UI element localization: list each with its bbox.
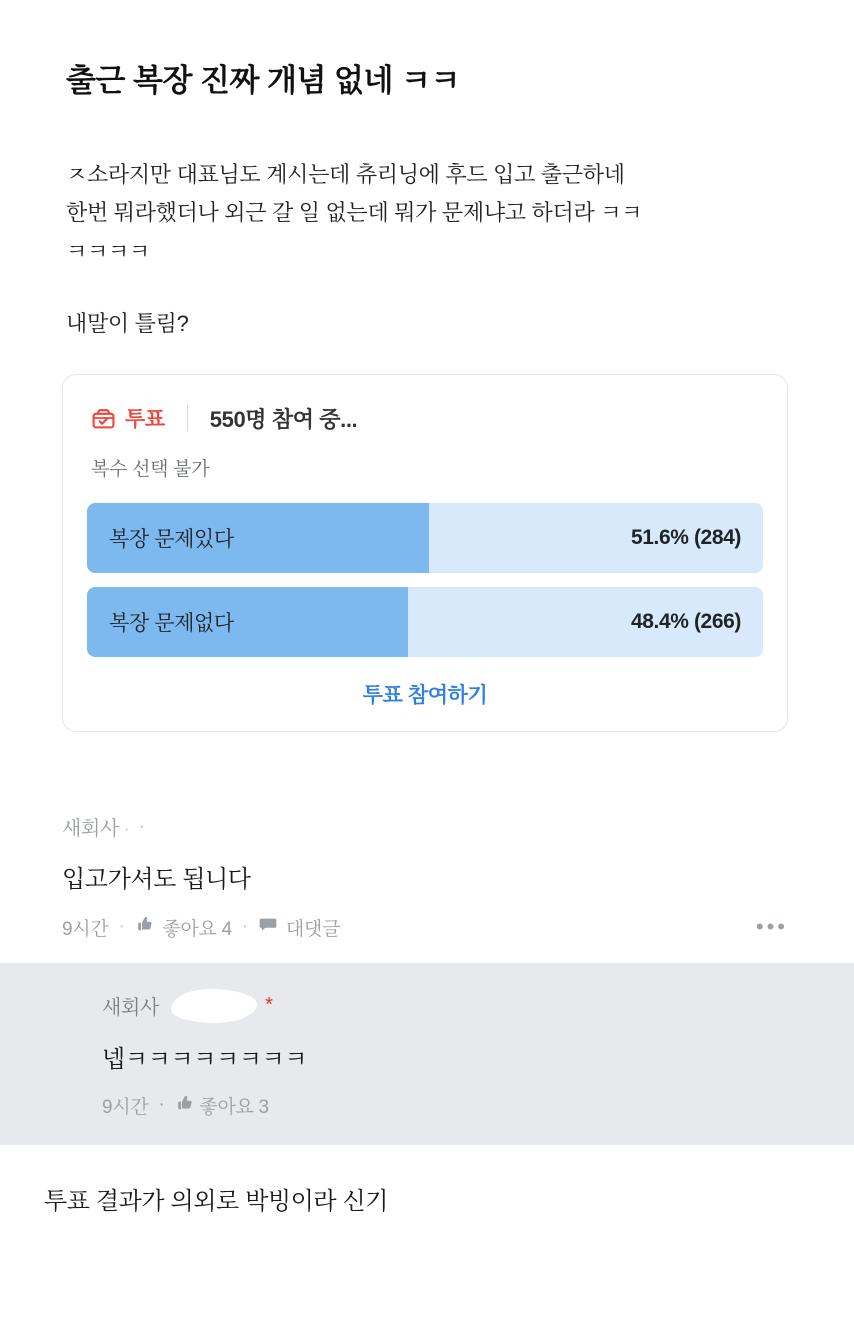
comment-text: 입고가셔도 됩니다 — [62, 865, 251, 893]
reply-author-name: 새회사 — [102, 997, 160, 1020]
post-page — [0, 21, 854, 1341]
vote-participate-button[interactable]: 투표 참여하기 — [362, 683, 488, 707]
comment-reply-label: 대댓글 — [285, 918, 341, 940]
comment-author-redacted: · ᠂ — [123, 817, 144, 840]
reply-text: 넵ㅋㅋㅋㅋㅋㅋㅋㅋ — [102, 1045, 308, 1073]
reply-author — [102, 989, 788, 1023]
reply-like-button[interactable] — [174, 1092, 268, 1119]
post-body-line-1: ㅈ소라지만 대표님도 계시는데 츄리닝에 후드 입고 출근하네 — [66, 161, 625, 187]
poll-card — [62, 374, 788, 732]
poll-option-row[interactable] — [87, 503, 763, 573]
comment-reply-item — [0, 963, 854, 1145]
post-body — [0, 122, 854, 344]
poll-header — [87, 403, 763, 434]
comment-meta — [62, 914, 788, 941]
poll-options — [87, 503, 763, 657]
reply-like-label: 좋아요 3 — [199, 1096, 269, 1118]
comment-more-button[interactable]: ••• — [755, 914, 788, 940]
thumbs-up-icon — [134, 914, 154, 940]
poll-brand — [91, 403, 165, 433]
page-title: 출근 복장 진짜 개념 없네 ㅋㅋ — [66, 62, 460, 98]
reply-author-star: * — [265, 994, 273, 1017]
comment-like-button[interactable] — [134, 914, 231, 941]
vote-box-icon — [91, 406, 116, 431]
bottom-comment-text: 투표 결과가 의외로 박빙이라 신기 — [44, 1187, 389, 1215]
thumbs-up-icon — [174, 1093, 194, 1119]
meta-separator: · — [241, 916, 248, 938]
post-body-line-4: 내말이 틀림? — [66, 311, 189, 337]
comment-reply-button[interactable] — [258, 914, 340, 941]
comment-bubble-icon — [258, 914, 278, 940]
poll-option-row[interactable] — [87, 587, 763, 657]
meta-separator: · — [118, 916, 125, 938]
poll-option-value: 48.4% (266) — [630, 609, 741, 633]
reply-meta — [102, 1092, 788, 1119]
meta-separator: · — [158, 1094, 165, 1116]
poll-subtitle: 복수 선택 불가 — [91, 458, 210, 480]
reply-time: 9시간 — [102, 1096, 149, 1118]
poll-divider — [187, 405, 188, 431]
poll-label: 투표 — [125, 408, 165, 432]
comment-time: 9시간 — [62, 918, 109, 940]
comment-author — [62, 806, 788, 841]
post-body-line-2: 한번 뭐라했더나 외근 갈 일 없는데 뭐가 문제냐고 하더라 ㅋㅋ — [66, 200, 643, 226]
poll-option-value: 51.6% (284) — [630, 525, 741, 549]
post-body-line-3: ㅋㅋㅋㅋ — [66, 238, 150, 264]
redaction-blob — [171, 989, 257, 1023]
poll-option-label: 복장 문제있다 — [109, 527, 234, 551]
poll-participant-count: 550명 참여 중... — [209, 406, 358, 432]
comment-item — [0, 806, 854, 941]
comment-like-label: 좋아요 4 — [162, 918, 232, 940]
comment-author-name: 새회사 — [62, 817, 120, 840]
poll-option-label: 복장 문제없다 — [109, 611, 234, 635]
post-body-spacer — [66, 271, 788, 305]
